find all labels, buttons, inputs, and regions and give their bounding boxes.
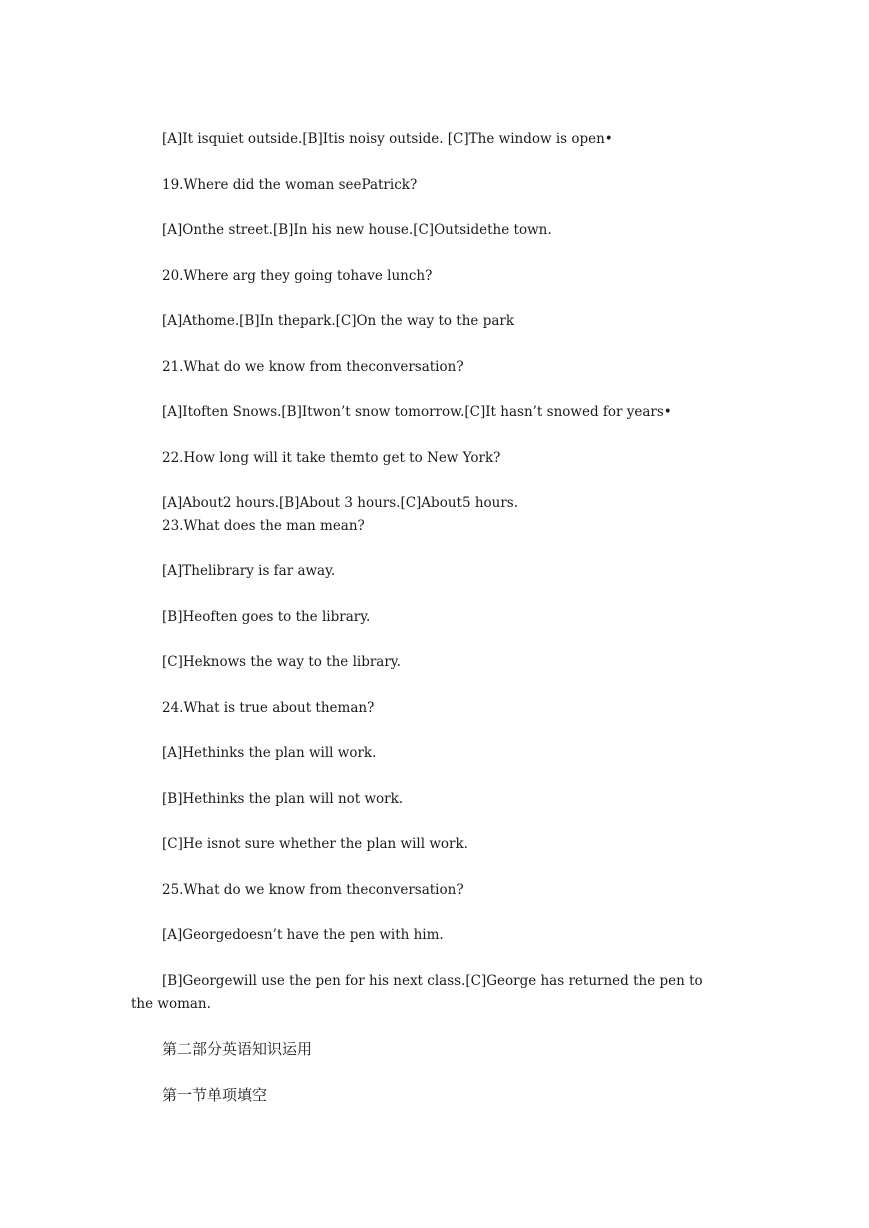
- q22-question: 22.How long will it take themto get to New York?: [162, 450, 501, 466]
- q24-option-c: [C]He isnot sure whether the plan will work.: [162, 836, 468, 852]
- q20-options: [A]Athome.[B]In thepark.[C]On the way to the park: [162, 313, 515, 329]
- q24-question: 24.What is true about theman?: [162, 700, 375, 716]
- q19-options: [A]Onthe street.[B]In his new house.[C]Outsidethe town.: [162, 222, 552, 238]
- q25-option-bc: [B]Georgewill use the pen for his next class.[C]George has returned the pen to: [162, 973, 703, 989]
- q23-option-a: [A]Thelibrary is far away.: [162, 563, 336, 579]
- q19-question: 19.Where did the woman seePatrick?: [162, 177, 418, 193]
- subsection-heading: 第一节单项填空: [162, 1086, 268, 1104]
- q25-question: 25.What do we know from theconversation?: [162, 882, 464, 898]
- q21-options: [A]Itoften Snows.[B]Itwon’t snow tomorrow.[C]It hasn’t snowed for years•: [162, 404, 672, 420]
- q22-options: [A]About2 hours.[B]About 3 hours.[C]About5 hours.: [162, 495, 519, 511]
- q18-options: [A]It isquiet outside.[B]Itis noisy outside. [C]The window is open•: [162, 131, 613, 147]
- q25-option-c-continued: the woman.: [131, 996, 211, 1012]
- q23-option-b: [B]Heoften goes to the library.: [162, 609, 371, 625]
- q24-option-a: [A]Hethinks the plan will work.: [162, 745, 377, 761]
- q23-question: 23.What does the man mean?: [162, 518, 365, 534]
- q23-option-c: [C]Heknows the way to the library.: [162, 654, 401, 670]
- q20-question: 20.Where arg they going tohave lunch?: [162, 268, 433, 284]
- q21-question: 21.What do we know from theconversation?: [162, 359, 464, 375]
- q24-option-b: [B]Hethinks the plan will not work.: [162, 791, 404, 807]
- section-heading: 第二部分英语知识运用: [162, 1040, 313, 1058]
- q25-option-a: [A]Georgedoesn’t have the pen with him.: [162, 927, 444, 943]
